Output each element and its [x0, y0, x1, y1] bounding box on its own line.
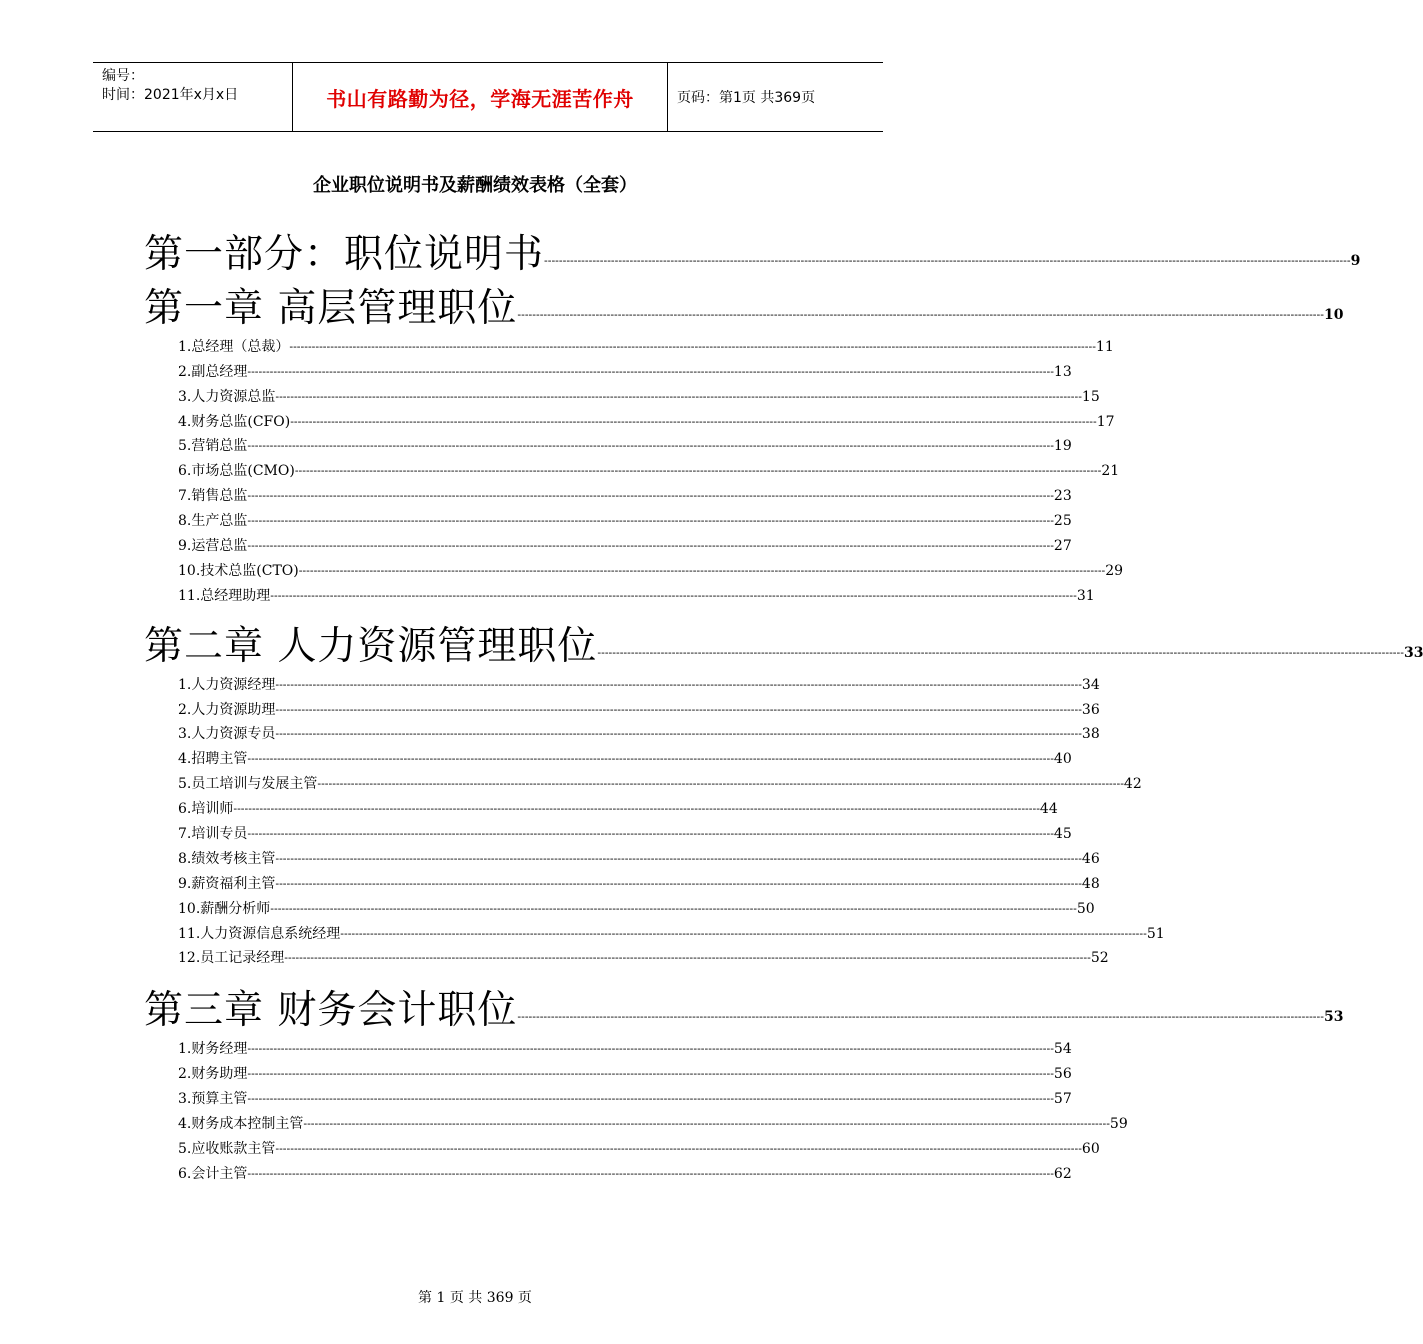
- toc-item-label: 2.人力资源助理: [178, 701, 276, 718]
- toc-leader: -------------------------------------------------------------------------------------------------------------------------------------------------------------------------------------------------------------------------: [233, 802, 1040, 816]
- toc-leader: -------------------------------------------------------------------------------------------------------------------------------------------------------------------------------------------------------------------------: [247, 752, 1054, 766]
- toc-item-label: 8.生产总监: [178, 513, 248, 530]
- toc-leader: -------------------------------------------------------------------------------------------------------------------------------------------------------------------------------------------------------------------------: [275, 727, 1082, 741]
- toc-item[interactable]: [144, 1159, 1072, 1184]
- toc-chapter-label: 第一章 高层管理职位: [144, 286, 518, 331]
- toc-item-label: 9.运营总监: [178, 538, 248, 555]
- toc-item-label: 5.应收账款主管: [178, 1140, 276, 1157]
- toc-leader: -------------------------------------------------------------------------------------------------------------------------------------------------------------------------------------------------------------------------: [270, 901, 1077, 915]
- toc-page-number: 56: [1053, 1066, 1072, 1083]
- toc-part-1[interactable]: [144, 224, 1361, 278]
- toc-leader: -------------------------------------------------------------------------------------------------------------------------------------------------------------------------------------------------------------------------: [597, 645, 1404, 659]
- toc-leader: -------------------------------------------------------------------------------------------------------------------------------------------------------------------------------------------------------------------------: [298, 563, 1106, 577]
- toc-leader: -------------------------------------------------------------------------------------------------------------------------------------------------------------------------------------------------------------------------: [247, 364, 1054, 378]
- toc-item[interactable]: [144, 794, 1058, 819]
- toc-item-label: 10.薪酬分析师: [178, 900, 271, 917]
- toc-item-label: 4.招聘主管: [178, 751, 248, 768]
- toc-item-label: 6.会计主管: [178, 1165, 248, 1182]
- toc-page-number: 25: [1053, 513, 1072, 530]
- toc-item-label: 1.财务经理: [178, 1041, 248, 1058]
- toc-item-label: 6.市场总监(CMO): [178, 463, 295, 480]
- toc-leader: -------------------------------------------------------------------------------------------------------------------------------------------------------------------------------------------------------------------------: [247, 489, 1054, 503]
- page-header: [93, 62, 883, 132]
- toc-part-label: 第一部分：职位说明书: [144, 232, 545, 277]
- toc-page-number: 45: [1053, 826, 1072, 843]
- toc-item[interactable]: [144, 556, 1124, 581]
- toc-item-label: 7.培训专员: [178, 826, 248, 843]
- toc-page-number: 31: [1076, 587, 1095, 604]
- toc-page-number: 46: [1081, 850, 1100, 867]
- toc-leader: -------------------------------------------------------------------------------------------------------------------------------------------------------------------------------------------------------------------------: [247, 1166, 1054, 1180]
- toc-page-number: 17: [1096, 413, 1115, 430]
- toc-leader: -------------------------------------------------------------------------------------------------------------------------------------------------------------------------------------------------------------------------: [275, 876, 1082, 890]
- toc-page-number: 13: [1053, 363, 1072, 380]
- time-label: 时间：2021年x月x日: [102, 87, 239, 103]
- toc-chapter-label: 第二章 人力资源管理职位: [144, 623, 598, 669]
- toc-leader: -------------------------------------------------------------------------------------------------------------------------------------------------------------------------------------------------------------------------: [517, 308, 1324, 321]
- toc-chapter-1-items: [144, 332, 1124, 606]
- toc-item-label: 2.副总经理: [178, 363, 248, 380]
- toc-item-label: 4.财务总监(CFO): [178, 413, 291, 430]
- toc-leader: -------------------------------------------------------------------------------------------------------------------------------------------------------------------------------------------------------------------------: [275, 1141, 1082, 1155]
- toc-item[interactable]: [144, 581, 1095, 606]
- toc-page-number: 23: [1053, 488, 1072, 505]
- toc-page-number: 52: [1090, 950, 1109, 967]
- toc-item[interactable]: [144, 869, 1100, 894]
- toc-leader: -------------------------------------------------------------------------------------------------------------------------------------------------------------------------------------------------------------------------: [247, 539, 1054, 553]
- toc-item[interactable]: [144, 1084, 1072, 1109]
- header-page-info: 页码：第1页 共369页: [677, 90, 816, 106]
- toc-leader: -------------------------------------------------------------------------------------------------------------------------------------------------------------------------------------------------------------------------: [517, 1010, 1324, 1024]
- table-of-contents: [144, 224, 1423, 1184]
- toc-page-number: 53: [1323, 1009, 1344, 1026]
- toc-page-number: 9: [1350, 253, 1361, 269]
- toc-leader: -------------------------------------------------------------------------------------------------------------------------------------------------------------------------------------------------------------------------: [275, 389, 1082, 403]
- toc-item-label: 1.人力资源经理: [178, 676, 276, 693]
- toc-item[interactable]: [144, 670, 1100, 695]
- toc-item-label: 11.人力资源信息系统经理: [178, 925, 341, 942]
- toc-page-number: 54: [1053, 1041, 1072, 1058]
- toc-leader: -------------------------------------------------------------------------------------------------------------------------------------------------------------------------------------------------------------------------: [247, 439, 1054, 453]
- toc-item[interactable]: [144, 919, 1165, 944]
- toc-leader: -------------------------------------------------------------------------------------------------------------------------------------------------------------------------------------------------------------------------: [290, 414, 1097, 428]
- toc-item-label: 9.薪资福利主管: [178, 875, 276, 892]
- toc-item-label: 11.总经理助理: [178, 587, 271, 604]
- toc-item[interactable]: [144, 1109, 1128, 1134]
- toc-item-label: 5.员工培训与发展主管: [178, 776, 318, 793]
- toc-page-number: 57: [1053, 1091, 1072, 1108]
- toc-item[interactable]: [144, 407, 1115, 432]
- toc-item[interactable]: [144, 894, 1095, 919]
- toc-item[interactable]: [144, 769, 1142, 794]
- toc-page-number: 60: [1081, 1140, 1100, 1157]
- toc-chapter-label: 第三章 财务会计职位: [144, 988, 518, 1034]
- toc-page-number: 33: [1403, 644, 1423, 661]
- document-title: 企业职位说明书及薪酬绩效表格（全套）: [313, 175, 637, 196]
- toc-item-label: 6.培训师: [178, 801, 234, 818]
- toc-item-label: 12.员工记录经理: [178, 950, 285, 967]
- toc-page-number: 40: [1053, 751, 1072, 768]
- toc-leader: -------------------------------------------------------------------------------------------------------------------------------------------------------------------------------------------------------------------------: [340, 926, 1147, 940]
- toc-leader: -------------------------------------------------------------------------------------------------------------------------------------------------------------------------------------------------------------------------: [247, 1092, 1054, 1106]
- toc-item-label: 4.财务成本控制主管: [178, 1116, 304, 1133]
- toc-item-label: 3.人力资源专员: [178, 726, 276, 743]
- toc-item[interactable]: [144, 456, 1120, 481]
- toc-page-number: 19: [1053, 438, 1072, 455]
- toc-leader: -------------------------------------------------------------------------------------------------------------------------------------------------------------------------------------------------------------------------: [275, 851, 1082, 865]
- toc-leader: -------------------------------------------------------------------------------------------------------------------------------------------------------------------------------------------------------------------------: [303, 1117, 1110, 1131]
- toc-chapter-2-items: [144, 670, 1165, 969]
- toc-item[interactable]: [144, 332, 1114, 357]
- toc-chapter-3[interactable]: [144, 980, 1344, 1034]
- header-motto: 书山有路勤为径，学海无涯苦作舟: [293, 63, 668, 131]
- toc-leader: -------------------------------------------------------------------------------------------------------------------------------------------------------------------------------------------------------------------------: [270, 588, 1077, 602]
- toc-page-number: 42: [1123, 776, 1142, 793]
- toc-page-number: 29: [1105, 562, 1124, 579]
- toc-leader: -------------------------------------------------------------------------------------------------------------------------------------------------------------------------------------------------------------------------: [247, 1042, 1054, 1056]
- toc-page-number: 48: [1081, 875, 1100, 892]
- toc-item[interactable]: [144, 1059, 1072, 1084]
- toc-chapter-2[interactable]: [144, 616, 1423, 670]
- toc-leader: -------------------------------------------------------------------------------------------------------------------------------------------------------------------------------------------------------------------------: [275, 702, 1082, 716]
- toc-page-number: 59: [1109, 1116, 1128, 1133]
- toc-item-label: 2.财务助理: [178, 1066, 248, 1083]
- toc-item[interactable]: [144, 382, 1100, 407]
- toc-leader: -------------------------------------------------------------------------------------------------------------------------------------------------------------------------------------------------------------------------: [289, 339, 1096, 353]
- toc-page-number: 36: [1081, 701, 1100, 718]
- toc-chapter-1[interactable]: [144, 278, 1344, 332]
- toc-item[interactable]: [144, 506, 1072, 531]
- toc-item-label: 10.技术总监(CTO): [178, 562, 299, 579]
- toc-item[interactable]: [144, 744, 1072, 769]
- toc-item-label: 7.销售总监: [178, 488, 248, 505]
- toc-leader: -------------------------------------------------------------------------------------------------------------------------------------------------------------------------------------------------------------------------: [247, 827, 1054, 841]
- toc-item[interactable]: [144, 1034, 1072, 1059]
- toc-page-number: 38: [1081, 726, 1100, 743]
- toc-leader: -------------------------------------------------------------------------------------------------------------------------------------------------------------------------------------------------------------------------: [544, 254, 1351, 267]
- toc-page-number: 11: [1095, 338, 1114, 355]
- toc-item[interactable]: [144, 695, 1100, 720]
- toc-item[interactable]: [144, 357, 1072, 382]
- toc-page-number: 51: [1146, 925, 1165, 942]
- toc-page-number: 50: [1076, 900, 1095, 917]
- toc-item-label: 3.人力资源总监: [178, 388, 276, 405]
- toc-page-number: 21: [1101, 463, 1120, 480]
- toc-item[interactable]: [144, 844, 1100, 869]
- toc-page-number: 27: [1053, 538, 1072, 555]
- toc-item-label: 8.绩效考核主管: [178, 850, 276, 867]
- toc-leader: -------------------------------------------------------------------------------------------------------------------------------------------------------------------------------------------------------------------------: [294, 464, 1102, 478]
- toc-leader: -------------------------------------------------------------------------------------------------------------------------------------------------------------------------------------------------------------------------: [275, 677, 1082, 691]
- toc-page-number: 62: [1053, 1165, 1072, 1182]
- toc-item[interactable]: [144, 944, 1109, 969]
- toc-item-label: 3.预算主管: [178, 1091, 248, 1108]
- toc-chapter-3-items: [144, 1034, 1128, 1183]
- toc-item[interactable]: [144, 819, 1072, 844]
- toc-page-number: 15: [1081, 388, 1100, 405]
- toc-item[interactable]: [144, 1134, 1100, 1159]
- toc-item[interactable]: [144, 720, 1100, 745]
- toc-item[interactable]: [144, 481, 1072, 506]
- toc-item-label: 5.营销总监: [178, 438, 248, 455]
- toc-page-number: 34: [1081, 676, 1100, 693]
- toc-leader: -------------------------------------------------------------------------------------------------------------------------------------------------------------------------------------------------------------------------: [247, 514, 1054, 528]
- number-label: 编号：: [102, 68, 144, 84]
- toc-page-number: 44: [1039, 801, 1058, 818]
- toc-item[interactable]: [144, 432, 1072, 457]
- header-meta: [93, 63, 293, 131]
- page-footer: 第 1 页 共 369 页: [418, 1290, 532, 1306]
- toc-item-label: 1.总经理（总裁）: [178, 338, 290, 355]
- toc-page-number: 10: [1323, 307, 1344, 323]
- toc-leader: -------------------------------------------------------------------------------------------------------------------------------------------------------------------------------------------------------------------------: [247, 1067, 1054, 1081]
- toc-leader: -------------------------------------------------------------------------------------------------------------------------------------------------------------------------------------------------------------------------: [317, 777, 1124, 791]
- toc-leader: -------------------------------------------------------------------------------------------------------------------------------------------------------------------------------------------------------------------------: [284, 951, 1091, 965]
- toc-item[interactable]: [144, 531, 1072, 556]
